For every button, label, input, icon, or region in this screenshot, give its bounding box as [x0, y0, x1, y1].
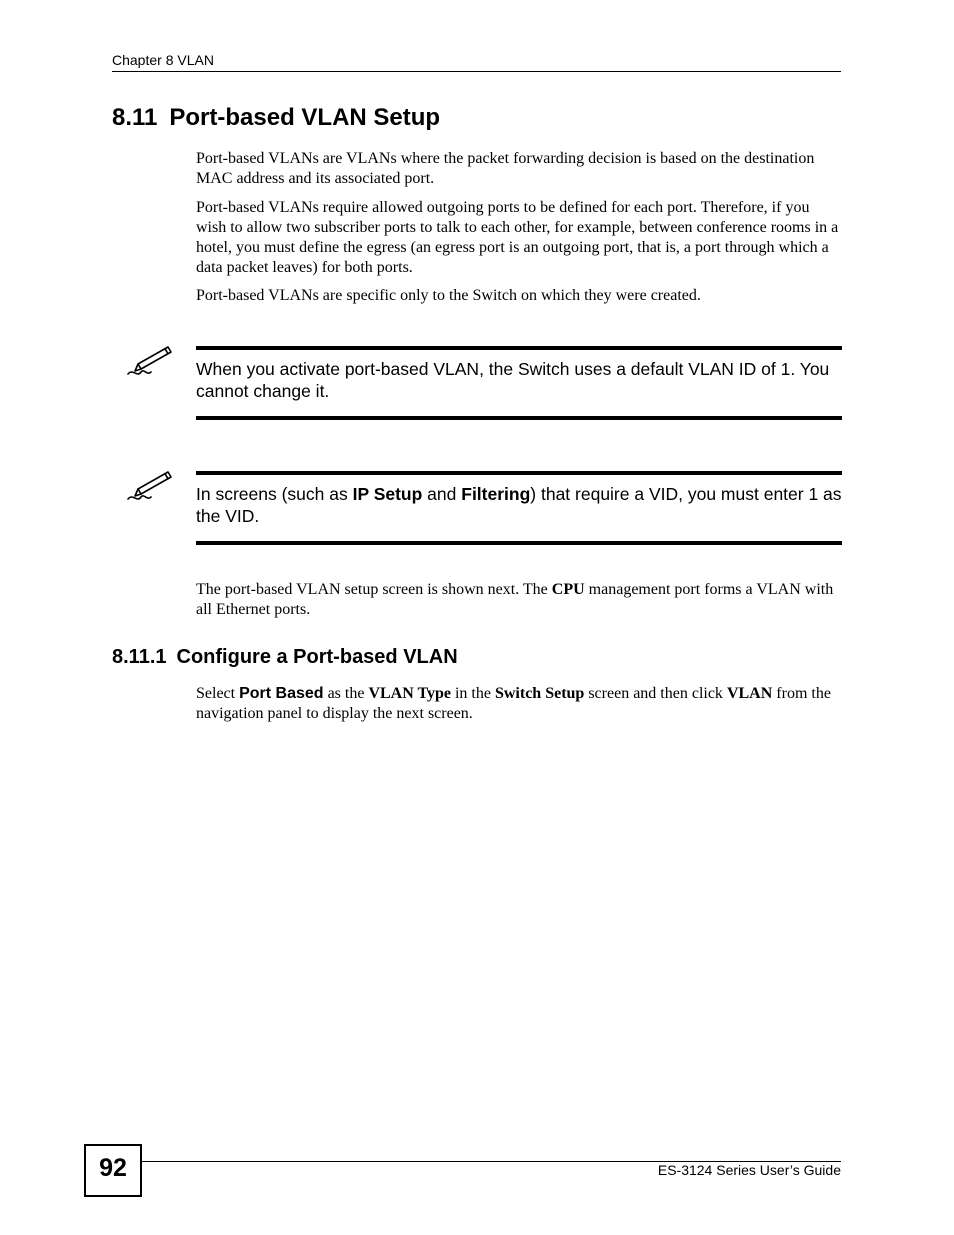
note-1-bottom-rule — [196, 416, 842, 420]
section-number: 8.11 — [112, 104, 158, 131]
configure-text: Select — [196, 685, 240, 702]
configure-text: as the — [323, 685, 369, 702]
page-number: 92 — [99, 1154, 127, 1182]
subsection-heading — [112, 646, 458, 669]
cpu-paragraph-part: management port forms a VLAN with all Ethernet ports. — [196, 581, 834, 618]
switch-setup-term: Switch Setup — [494, 685, 585, 702]
note-1-top-rule — [196, 346, 842, 350]
note-2-ip-setup: IP Setup — [352, 484, 423, 504]
cpu-paragraph — [196, 580, 841, 620]
section-heading — [112, 104, 440, 132]
vlan-term: VLAN — [726, 685, 773, 702]
note-2-filtering: Filtering — [461, 484, 531, 504]
note-1-text: When you activate port-based VLAN, the Switch uses a default VLAN ID of 1. You cannot change it. — [196, 359, 830, 401]
configure-paragraph — [196, 684, 841, 724]
subsection-number: 8.11.1 — [112, 646, 167, 668]
note-2-text-part: and — [422, 484, 462, 504]
configure-text: in the — [450, 685, 495, 702]
section-title: Port-based VLAN Setup — [169, 104, 441, 131]
cpu-term: CPU — [551, 581, 585, 598]
footer-guide-title: ES-3124 Series User’s Guide — [657, 1162, 841, 1178]
intro-paragraph-1: Port-based VLANs are VLANs where the packet forwarding decision is based on the destination MAC address and its associated port. — [196, 150, 815, 187]
subsection-title: Configure a Port-based VLAN — [176, 646, 458, 668]
chapter-header: Chapter 8 VLAN — [112, 52, 214, 68]
pencil-note-icon — [124, 344, 174, 380]
header-rule — [112, 71, 841, 72]
pencil-note-icon — [124, 469, 174, 505]
port-based-term: Port Based — [239, 685, 324, 702]
note-2-bottom-rule — [196, 541, 842, 545]
configure-text: screen and then click — [584, 685, 727, 702]
note-2-text-part: In screens (such as — [196, 484, 353, 504]
intro-paragraph-2: Port-based VLANs require allowed outgoing ports to be defined for each port. Therefore, if you wish to allow two subscriber ports to talk to each other, for example, between conference rooms in a hotel, you must define the egress (an egress port is an outgoing port, that is, a port through which a data packet leaves) for both ports. — [196, 199, 839, 276]
configure-text: from the navigation panel to display the next screen. — [196, 685, 831, 722]
vlan-type-term: VLAN Type — [368, 685, 451, 702]
note-2-text — [196, 483, 842, 527]
cpu-paragraph-part: The port-based VLAN setup screen is shown next. The — [196, 581, 552, 598]
note-2-text-part: ) that require a VID, you must enter 1 as the VID. — [196, 484, 842, 526]
note-2-top-rule — [196, 471, 842, 475]
intro-paragraph-3: Port-based VLANs are specific only to the Switch on which they were created. — [196, 287, 701, 304]
